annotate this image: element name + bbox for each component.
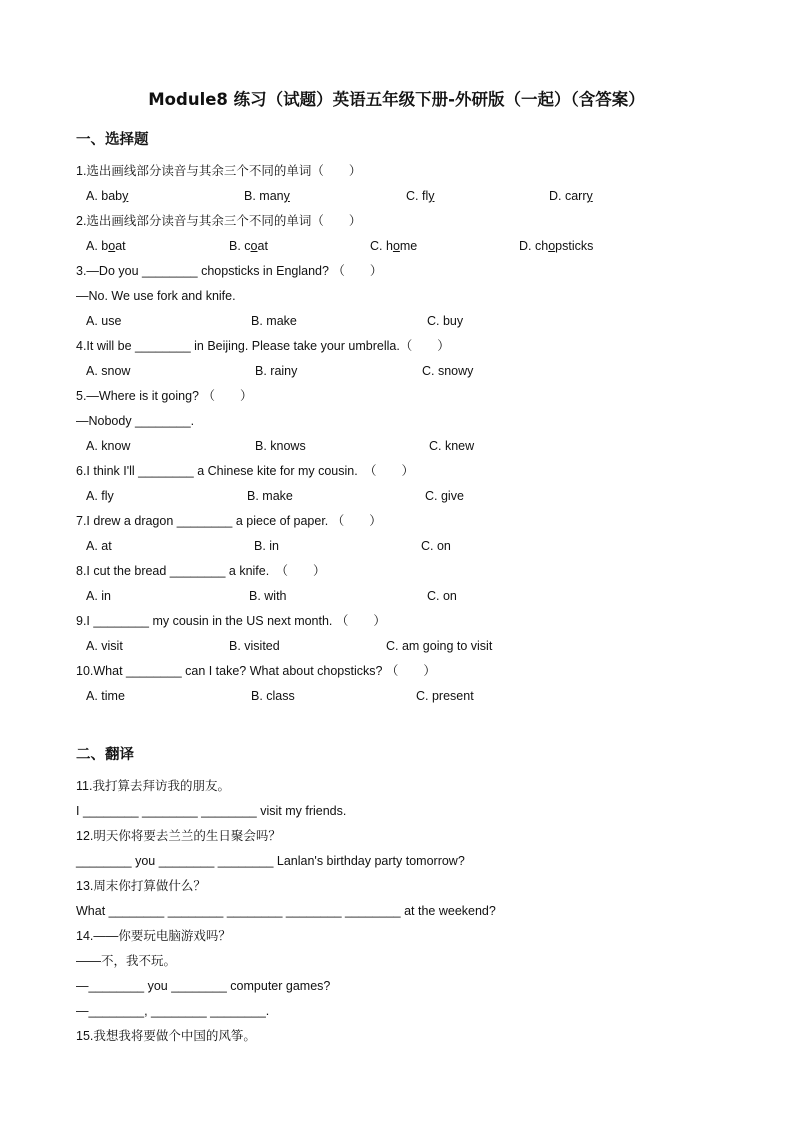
option-b[interactable]: B. class (251, 689, 295, 703)
option-c[interactable]: C. knew (429, 439, 475, 453)
question-6-options (86, 488, 726, 504)
option-d[interactable]: D. carry (549, 189, 593, 203)
question-1-options (86, 188, 726, 204)
question-4-stem: 4.It will be ________ in Beijing. Please take your umbrella.（ ） (76, 339, 450, 353)
option-a[interactable]: A. boat (86, 239, 126, 253)
question-14-answer-line-2[interactable]: —________, ________ ________. (76, 1004, 270, 1018)
option-c[interactable]: C. present (416, 689, 474, 703)
option-c[interactable]: C. am going to visit (386, 639, 493, 653)
option-c[interactable]: C. snowy (422, 364, 474, 378)
question-2-stem: 2.选出画线部分读音与其余三个不同的单词（ ） (76, 214, 362, 228)
option-b[interactable]: B. visited (229, 639, 280, 653)
question-3-reply: —No. We use fork and knife. (76, 289, 236, 303)
question-8-options (86, 588, 726, 604)
question-11-answer-line[interactable]: I ________ ________ ________ visit my friends. (76, 804, 347, 818)
option-c[interactable]: C. home (370, 239, 418, 253)
question-11-stem: 11.我打算去拜访我的朋友。 (76, 779, 230, 793)
option-c[interactable]: C. fly (406, 189, 435, 203)
option-b[interactable]: B. make (251, 314, 297, 328)
question-2-options (86, 238, 726, 254)
question-15-stem: 15.我想我将要做个中国的风筝。 (76, 1029, 256, 1043)
question-12-answer-line[interactable]: ________ you ________ ________ Lanlan's birthday party tomorrow? (76, 854, 465, 868)
option-b[interactable]: B. with (249, 589, 287, 603)
option-c[interactable]: C. on (421, 539, 451, 553)
question-10-stem: 10.What ________ can I take? What about chopsticks? （ ） (76, 664, 436, 678)
question-8-stem: 8.I cut the bread ________ a knife. （ ） (76, 564, 326, 578)
option-a[interactable]: A. know (86, 439, 131, 453)
question-14-answer-line-1[interactable]: —________ you ________ computer games? (76, 979, 331, 993)
question-7-options (86, 538, 726, 554)
question-5-reply: —Nobody ________. (76, 414, 195, 428)
question-9-stem: 9.I ________ my cousin in the US next month. （ ） (76, 614, 386, 628)
option-b[interactable]: B. knows (255, 439, 306, 453)
option-a[interactable]: A. visit (86, 639, 123, 653)
page-title: Module8 练习（试题）英语五年级下册-外研版（一起）（含答案） (148, 90, 645, 109)
question-6-stem: 6.I think I'll ________ a Chinese kite for my cousin. （ ） (76, 464, 414, 478)
option-a[interactable]: A. fly (86, 489, 114, 503)
option-c[interactable]: C. buy (427, 314, 464, 328)
section-heading-choice: 一、选择题 (76, 132, 149, 148)
section-heading-translation: 二、翻译 (76, 747, 134, 763)
option-d[interactable]: D. chopsticks (519, 239, 594, 253)
option-b[interactable]: B. many (244, 189, 290, 203)
option-a[interactable]: A. baby (86, 189, 129, 203)
option-c[interactable]: C. give (425, 489, 464, 503)
question-14-reply: ——不，我不玩。 (76, 954, 177, 968)
option-a[interactable]: A. in (86, 589, 112, 603)
question-13-stem: 13.周末你打算做什么？ (76, 879, 206, 893)
option-a[interactable]: A. at (86, 539, 112, 553)
question-10-options (86, 688, 726, 704)
option-c[interactable]: C. on (427, 589, 457, 603)
question-4-options (86, 363, 726, 379)
question-13-answer-line[interactable]: What ________ ________ ________ ________ ________ at the weekend? (76, 904, 496, 918)
option-b[interactable]: B. in (254, 539, 280, 553)
option-b[interactable]: B. make (247, 489, 293, 503)
option-a[interactable]: A. use (86, 314, 122, 328)
question-1-stem: 1.选出画线部分读音与其余三个不同的单词（ ） (76, 164, 362, 178)
option-a[interactable]: A. time (86, 689, 125, 703)
question-12-stem: 12.明天你将要去兰兰的生日聚会吗？ (76, 829, 281, 843)
question-3-options (86, 313, 726, 329)
question-5-options (86, 438, 726, 454)
option-b[interactable]: B. coat (229, 239, 268, 253)
question-3-stem: 3.—Do you ________ chopsticks in England? （ ） (76, 264, 383, 278)
option-a[interactable]: A. snow (86, 364, 131, 378)
option-b[interactable]: B. rainy (255, 364, 298, 378)
question-14-stem: 14.——你要玩电脑游戏吗？ (76, 929, 231, 943)
question-9-options (86, 638, 726, 654)
question-5-stem: 5.—Where is it going? （ ） (76, 389, 253, 403)
question-7-stem: 7.I drew a dragon ________ a piece of paper. （ ） (76, 514, 382, 528)
